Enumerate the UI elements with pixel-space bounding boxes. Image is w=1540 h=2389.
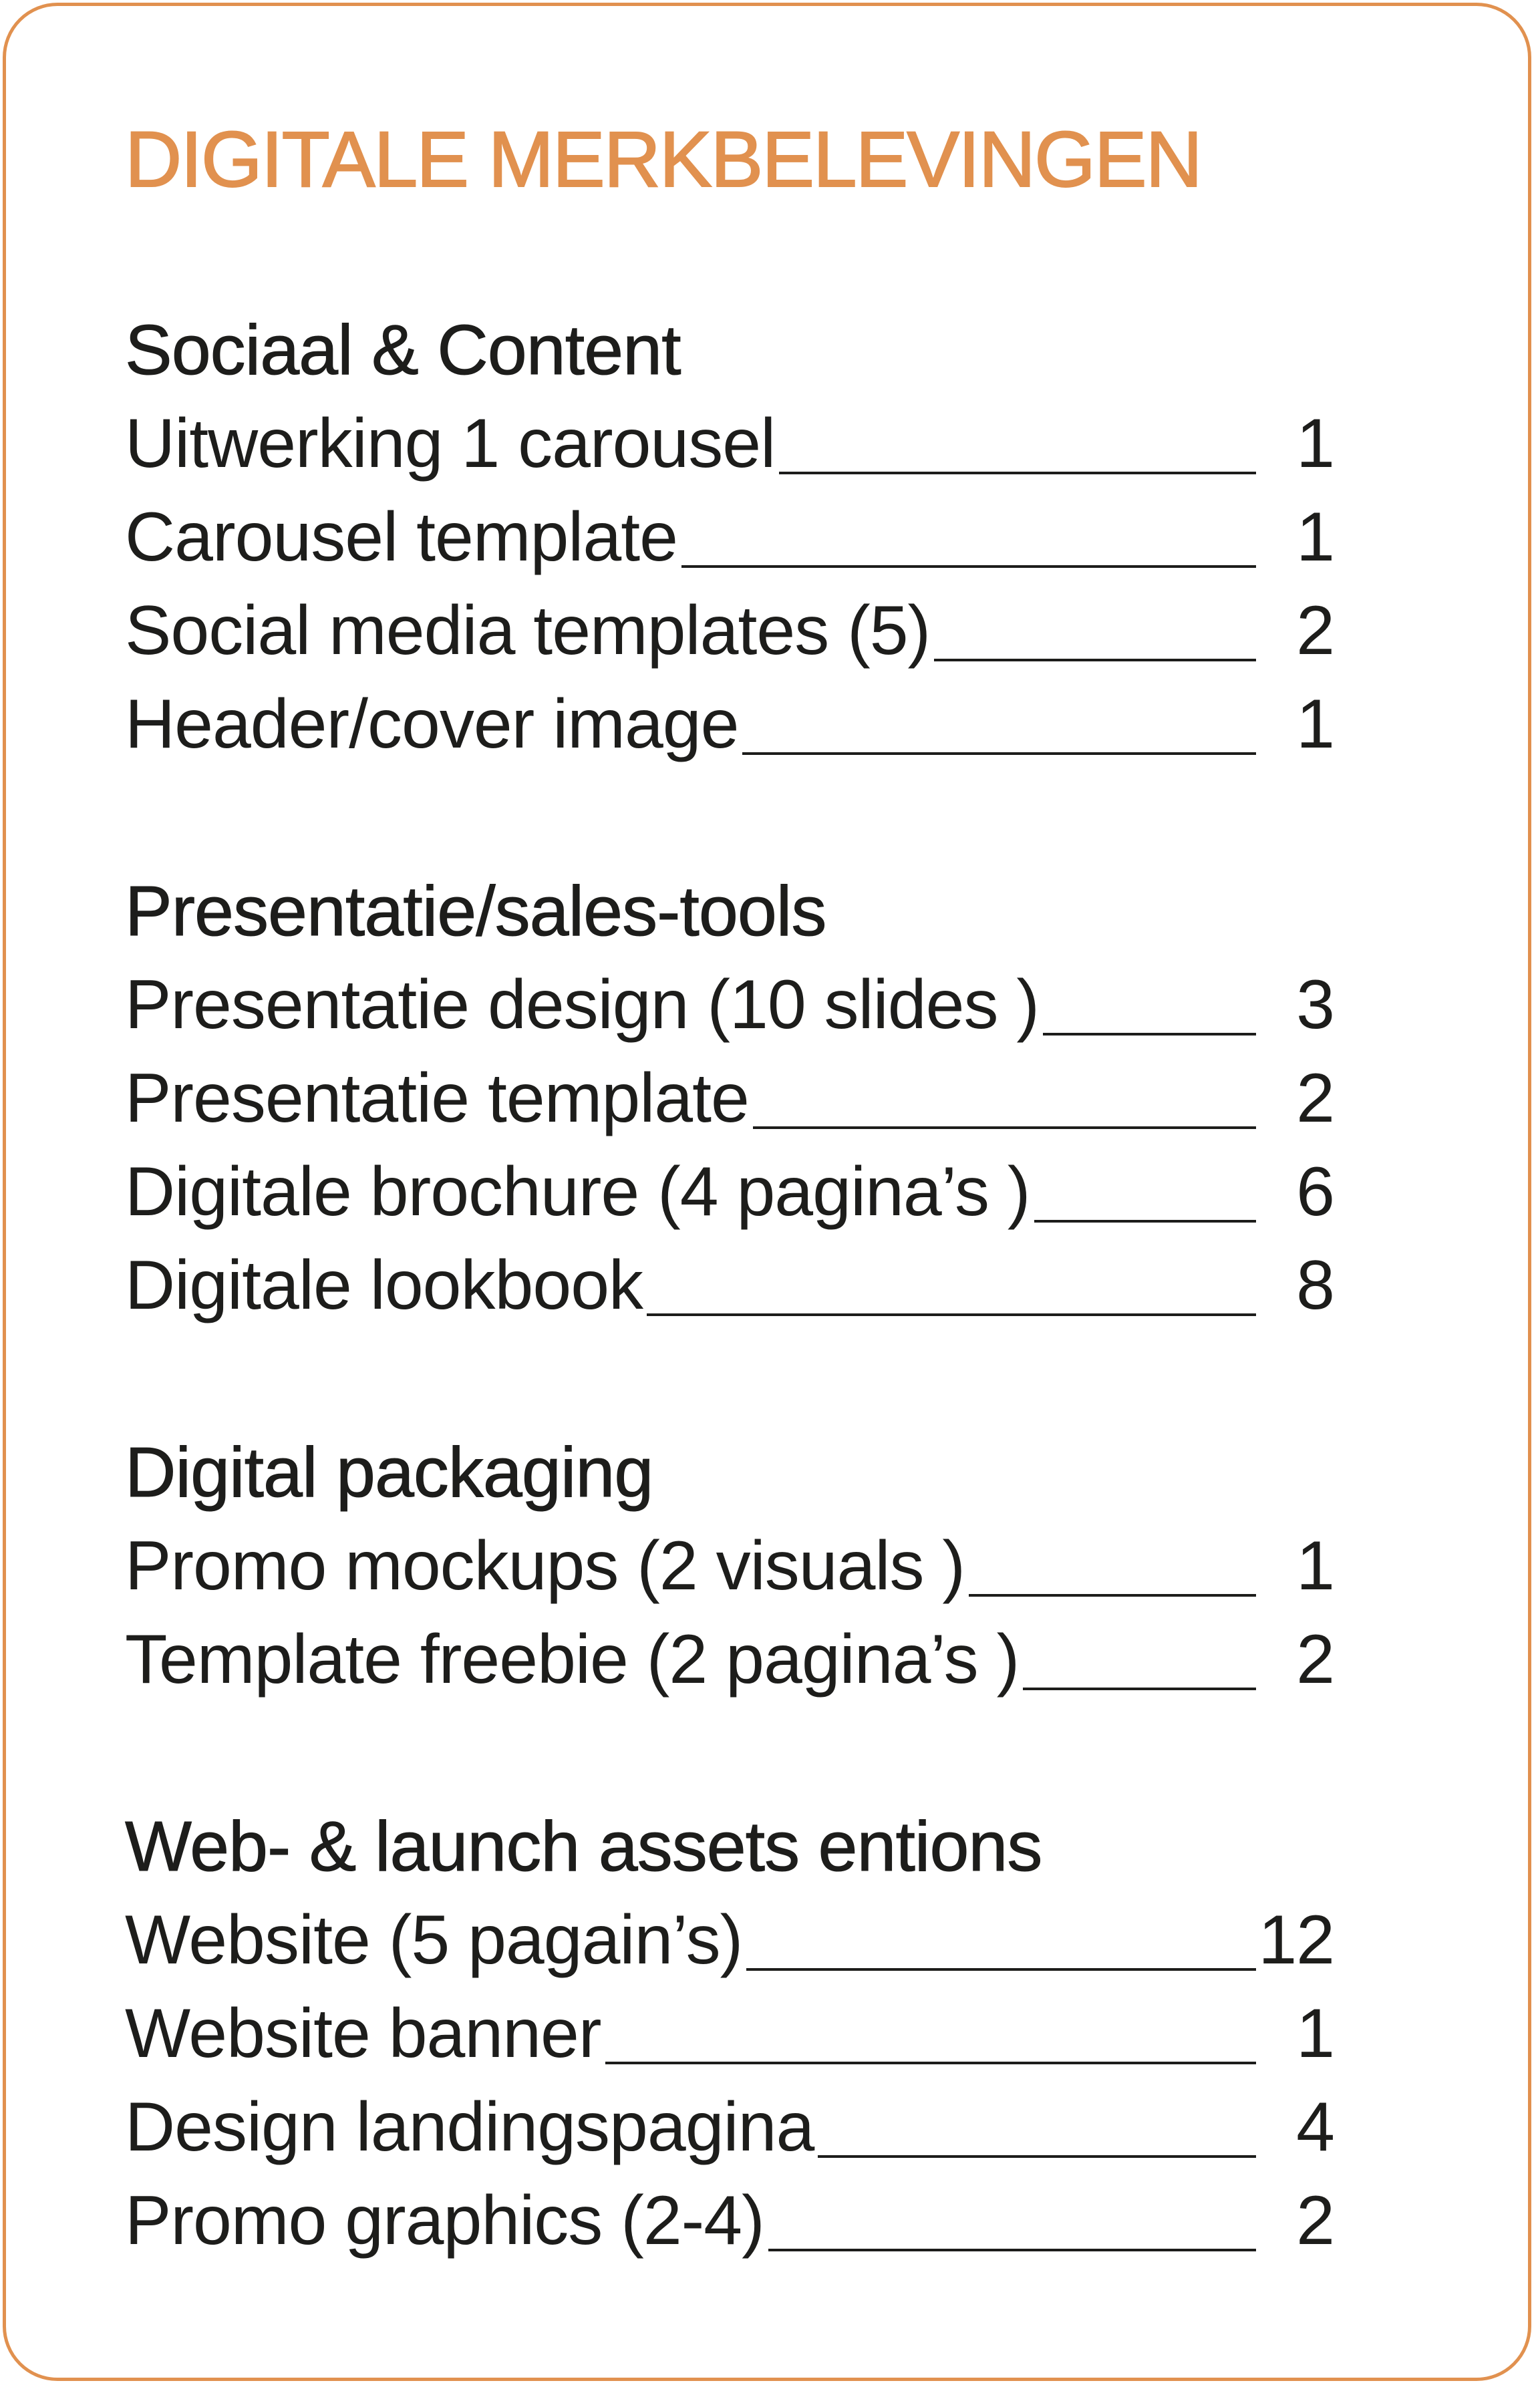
list-item [125,2174,1334,2267]
item-value: 1 [1296,1995,1334,2072]
list-item [125,2080,1334,2174]
section-presentatie-sales-tools [125,864,1354,1332]
section-digital-packaging [125,1426,1354,1706]
list-item [125,1052,1334,1145]
list-item [125,958,1334,1052]
list-item [125,1519,1334,1613]
list-item [125,1613,1334,1706]
item-value: 6 [1296,1153,1334,1231]
price-card [3,3,1531,2381]
item-label: Website banner [125,1987,605,2080]
section-heading: Sociaal & Content [125,311,681,389]
section-heading: Digital packaging [125,1433,653,1512]
list-item [125,1145,1334,1239]
item-value: 3 [1296,966,1334,1044]
item-label: Uitwerking 1 carousel [125,397,779,490]
item-value: 2 [1296,1060,1334,1137]
item-value: 12 [1258,1901,1334,1979]
item-label: Presentatie design (10 slides ) [125,958,1043,1052]
card-content [125,106,1354,2267]
item-value: 1 [1296,1527,1334,1605]
card-title: DIGITALE MERKBELEVINGEN [125,116,1201,204]
item-label: Website (5 pagain’s) [125,1893,746,1987]
item-label: Digitale brochure (4 pagina’s ) [125,1145,1034,1239]
item-label: Carousel template [125,490,681,584]
list-item [125,1987,1334,2080]
item-label: Presentatie template [125,1052,753,1145]
item-value: 2 [1296,592,1334,669]
section-sociaal-content [125,303,1354,771]
item-value: 2 [1296,1621,1334,1698]
list-item [125,490,1334,584]
list-item [125,584,1334,677]
item-value: 1 [1296,685,1334,763]
item-label: Design landingspagina [125,2080,818,2174]
list-item [125,397,1334,490]
item-label: Promo graphics (2-4) [125,2174,768,2267]
item-label: Template freebie (2 pagina’s ) [125,1613,1023,1706]
item-value: 1 [1296,405,1334,482]
item-label: Digitale lookbook [125,1239,647,1332]
item-label: Header/cover image [125,677,742,771]
item-value: 8 [1296,1247,1334,1324]
item-value: 4 [1296,2088,1334,2166]
item-value: 2 [1296,2182,1334,2259]
list-item [125,677,1334,771]
item-label: Promo mockups (2 visuals ) [125,1519,969,1613]
section-heading: Presentatie/sales-tools [125,872,826,951]
list-item [125,1893,1334,1987]
item-value: 1 [1296,498,1334,576]
section-web-launch-assets [125,1800,1354,2267]
list-item [125,1239,1334,1332]
item-label: Social media templates (5) [125,584,934,677]
section-heading: Web- & launch assets entions [125,1807,1042,1886]
